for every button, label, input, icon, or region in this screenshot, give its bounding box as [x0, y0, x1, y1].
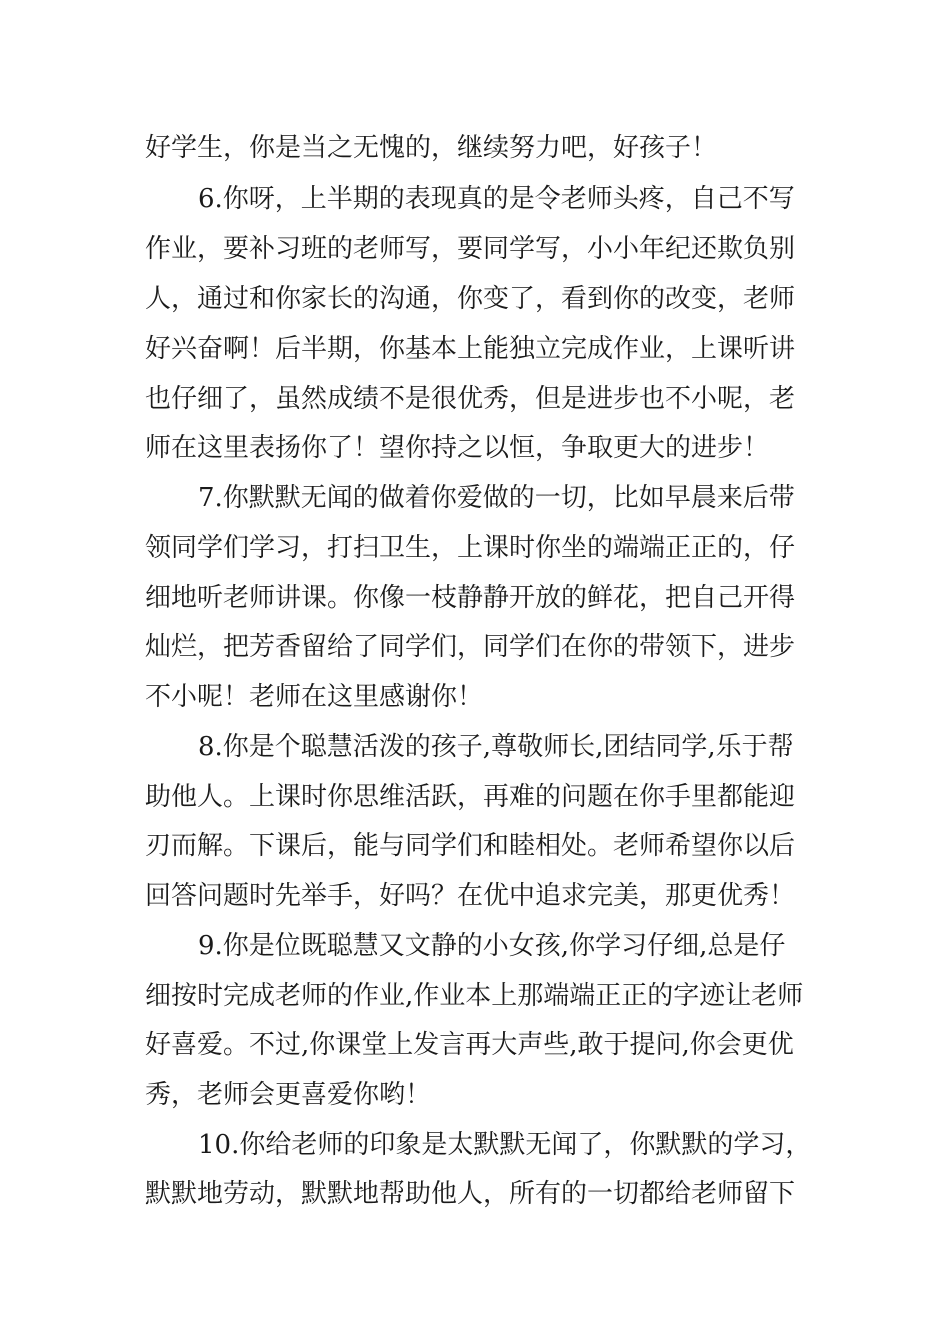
text-line: 作业，要补习班的老师写，要同学写，小小年纪还欺负别 [145, 234, 796, 264]
text-line: 也仔细了，虽然成绩不是很优秀，但是进步也不小呢，老 [145, 384, 796, 414]
text-line: 刃而解。下课后，能与同学们和睦相处。老师希望你以后 [145, 831, 796, 861]
text-line: 助他人。上课时你思维活跃，再难的问题在你手里都能迎 [145, 782, 796, 812]
text-line: 师在这里表扬你了！望你持之以恒，争取更大的进步！ [145, 433, 770, 463]
text-line: 不小呢！老师在这里感谢你！ [145, 682, 484, 712]
text-line: 细地听老师讲课。你像一枝静静开放的鲜花，把自己开得 [145, 583, 796, 613]
text-line: 领同学们学习，打扫卫生，上课时你坐的端端正正的，仔 [145, 533, 796, 563]
paragraph-6-start: 6.你呀，上半期的表现真的是令老师头疼，自己不写 [198, 184, 795, 214]
text-line: 好学生，你是当之无愧的，继续努力吧，好孩子！ [145, 133, 718, 163]
paragraph-10-start: 10.你给老师的印象是太默默无闻了，你默默的学习， [198, 1130, 812, 1160]
text-line: 细按时完成老师的作业,作业本上那端端正正的字迹让老师 [145, 981, 804, 1011]
text-line: 好兴奋啊！后半期，你基本上能独立完成作业，上课听讲 [145, 334, 796, 364]
text-line: 灿烂，把芳香留给了同学们，同学们在你的带领下，进步 [145, 632, 796, 662]
text-line: 好喜爱。不过,你课堂上发言再大声些,敢于提问,你会更优 [145, 1030, 794, 1060]
paragraph-7-start: 7.你默默无闻的做着你爱做的一切，比如早晨来后带 [198, 483, 795, 513]
text-line: 秀，老师会更喜爱你哟！ [145, 1080, 432, 1110]
text-line: 回答问题时先举手，好吗？在优中追求完美，那更优秀！ [145, 881, 796, 911]
text-line: 人，通过和你家长的沟通，你变了，看到你的改变，老师 [145, 284, 796, 314]
paragraph-9-start: 9.你是位既聪慧又文静的小女孩,你学习仔细,总是仔 [198, 931, 786, 961]
text-line: 默默地劳动，默默地帮助他人，所有的一切都给老师留下 [145, 1179, 796, 1209]
paragraph-8-start: 8.你是个聪慧活泼的孩子,尊敬师长,团结同学,乐于帮 [198, 732, 794, 762]
